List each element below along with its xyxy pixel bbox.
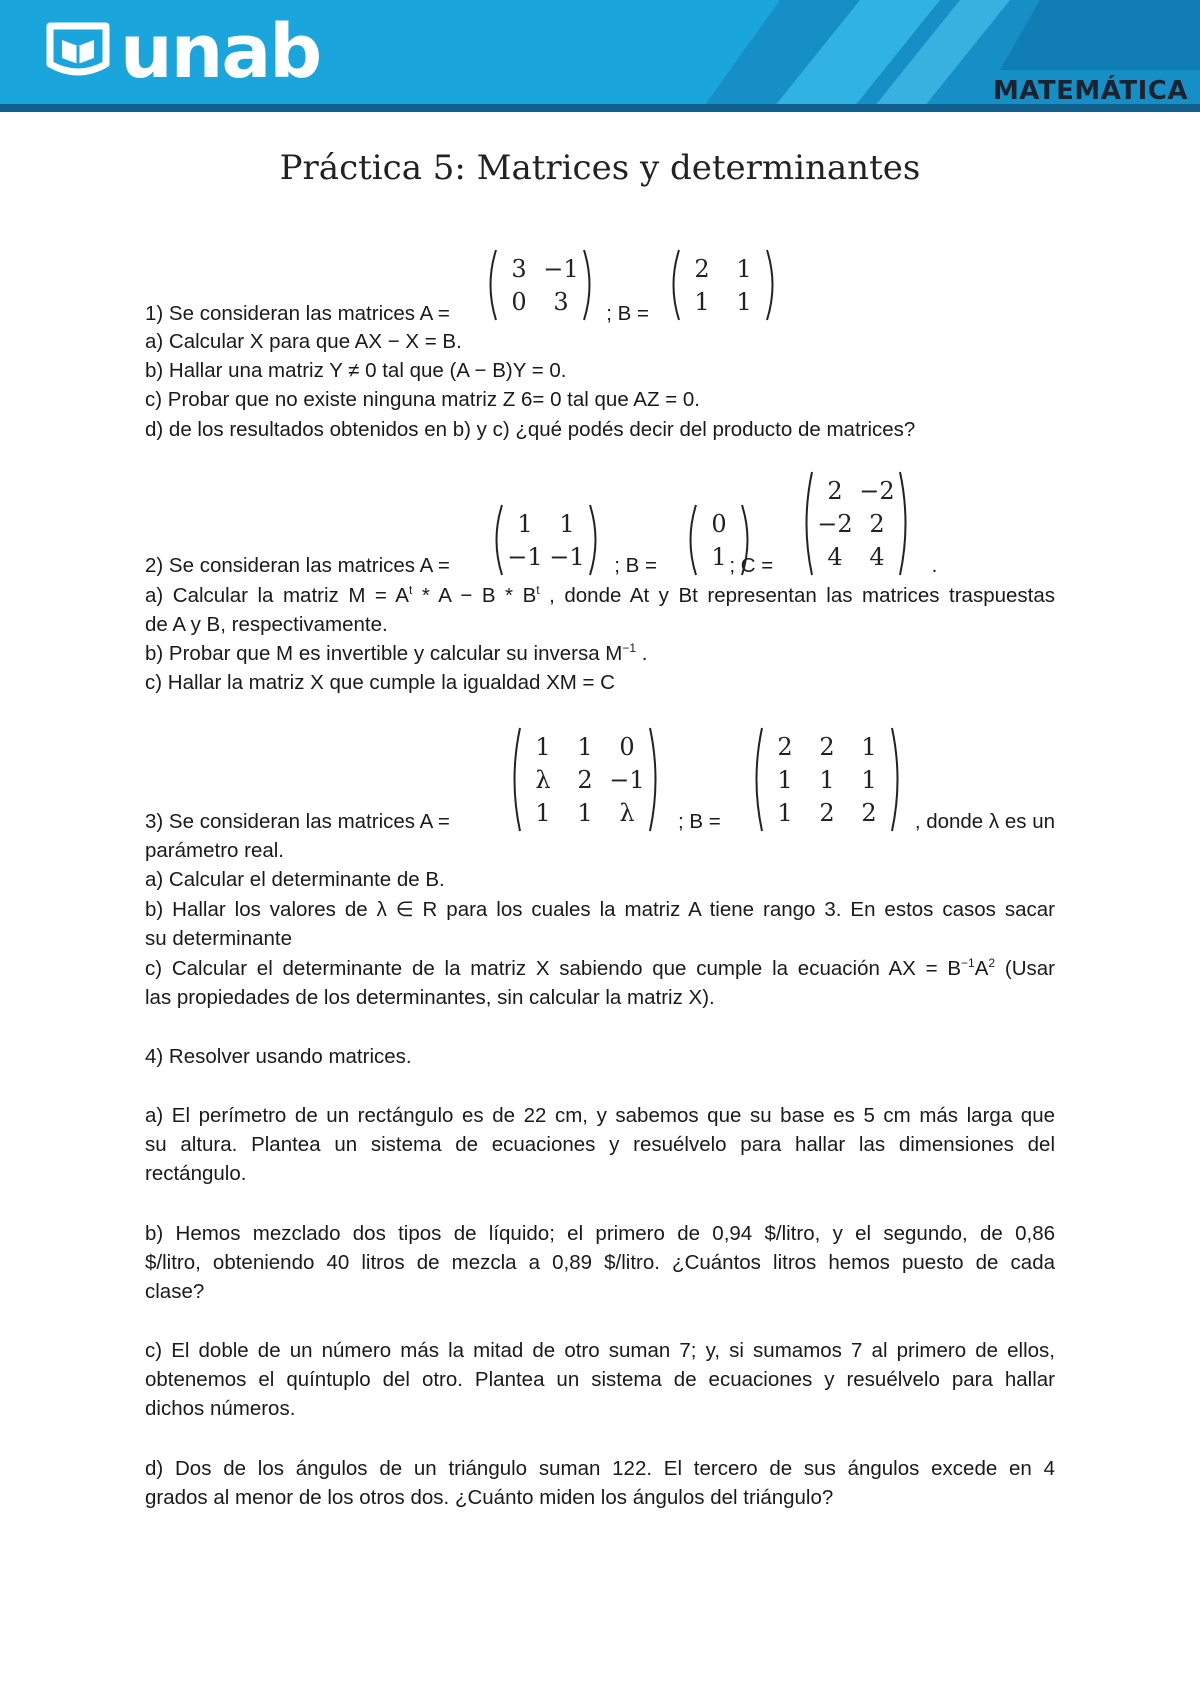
p3-part-a: a) Calcular el determinante de B.	[145, 868, 445, 891]
p4-part-b-line-1: b) Hemos mezclado dos tipos de líquido; el primero de 0,94 $/litro, y el segundo, de 0,86	[145, 1222, 1055, 1245]
p1-intro-text: 1) Se consideran las matrices A =	[145, 302, 450, 325]
matrix-row	[764, 763, 890, 796]
p3-intro-text: 3) Se consideran las matrices A =	[145, 810, 450, 833]
p3-c-inverse-sup: −1	[961, 956, 975, 971]
matrix-cell: 1	[777, 798, 793, 827]
p2-a-text-1: a) Calcular la matriz M = A	[145, 584, 409, 607]
p2-intro-separator-b: ; B =	[614, 554, 657, 577]
matrix-paren-left	[667, 248, 681, 322]
matrix-paren-right	[588, 503, 602, 577]
matrix-row	[681, 252, 765, 285]
matrix-cell: 3	[511, 254, 527, 283]
matrix-paren-left	[800, 470, 814, 577]
p3-intro-tail: , donde λ es un	[914, 810, 1055, 833]
matrix-paren-right	[765, 248, 779, 322]
matrix-p2-c	[800, 470, 912, 577]
p2-intro-end: .	[931, 554, 938, 577]
p3-c-text-3: (Usar	[995, 957, 1055, 980]
matrix-row	[498, 252, 582, 285]
p2-a-text-3: , donde At y Bt representan las matrices traspuestas	[539, 584, 1056, 607]
p2-part-c: c) Hallar la matriz X que cumple la igualdad XM = C	[145, 671, 615, 694]
matrix-cell: −1	[543, 254, 579, 283]
matrix-row	[764, 796, 890, 829]
matrix-row	[522, 730, 648, 763]
matrix-p2-a	[490, 503, 602, 577]
p3-part-c-line-2: las propiedades de los determinantes, sin calcular la matriz X).	[145, 986, 715, 1009]
matrix-cell: 1	[777, 765, 793, 794]
matrix-cell: 2	[777, 732, 793, 761]
p4-part-d-line-1: d) Dos de los ángulos de un triángulo suman 122. El tercero de sus ángulos excede en 4	[145, 1457, 1055, 1480]
logo-wordmark: unab	[120, 9, 321, 95]
matrix-paren-left	[484, 248, 498, 322]
matrix-paren-right	[890, 726, 904, 833]
matrix-paren-left	[490, 503, 504, 577]
matrix-cell: 1	[535, 732, 551, 761]
matrix-row	[764, 730, 890, 763]
p4-part-b-line-3: clase?	[145, 1280, 205, 1303]
matrix-cell: 1	[711, 542, 727, 571]
p1-part-d: d) de los resultados obtenidos en b) y c) ¿qué podés decir del producto de matrices?	[145, 418, 916, 441]
matrix-cell: 2	[819, 798, 835, 827]
matrix-cell: 1	[819, 765, 835, 794]
p3-intro-line-2: parámetro real.	[145, 839, 285, 862]
matrix-cell: 1	[577, 798, 593, 827]
p3-part-b-line-2: su determinante	[145, 927, 293, 950]
matrix-paren-right	[740, 503, 754, 577]
matrix-cell: 2	[827, 476, 843, 505]
matrix-p1-a	[484, 248, 596, 322]
matrix-row	[504, 540, 588, 573]
p3-intro-separator-b: ; B =	[678, 810, 721, 833]
p3-c-text-1: c) Calcular el determinante de la matriz X sabiendo que cumple la ecuación AX = B	[145, 957, 962, 980]
p4-part-c-line-2: obtenemos el quíntuplo del otro. Plantea un sistema de ecuaciones y resuélvelo para hallar	[145, 1368, 1055, 1391]
p1-intro-separator: ; B =	[606, 302, 649, 325]
matrix-cell: 1	[736, 287, 752, 316]
matrix-p1-b	[667, 248, 779, 322]
matrix-paren-left	[750, 726, 764, 833]
matrix-row	[814, 540, 898, 573]
p1-part-b: b) Hallar una matriz Y ≠ 0 tal que (A − B)Y = 0.	[145, 359, 567, 382]
matrix-cell: 1	[559, 509, 575, 538]
p4-part-d-line-2: grados al menor de los otros dos. ¿Cuánto miden los ángulos del triángulo?	[145, 1486, 834, 1509]
p3-c-text-2: A	[974, 957, 989, 980]
p2-part-b	[145, 640, 1055, 668]
problem-1-statement	[145, 300, 1055, 328]
p2-intro-separator-c: ; C =	[729, 554, 774, 577]
matrix-row	[522, 796, 648, 829]
p2-a-transpose-a: t	[409, 583, 413, 598]
matrix-paren-left	[508, 726, 522, 833]
matrix-cell: 0	[711, 509, 727, 538]
p2-b-text: b) Probar que M es invertible y calcular su inversa M	[145, 642, 623, 665]
matrix-cell: 0	[511, 287, 527, 316]
matrix-paren-right	[648, 726, 662, 833]
matrix-paren-right	[582, 248, 596, 322]
matrix-p3-b	[750, 726, 904, 833]
p4-part-c-line-1: c) El doble de un número más la mitad de otro suman 7; y, si sumamos 7 al primero de ellos,	[145, 1339, 1055, 1362]
p3-part-b-line-1: b) Hallar los valores de λ ∈ R para los cuales la matriz A tiene rango 3. En estos casos sacar	[145, 898, 1055, 921]
matrix-cell: λ	[619, 798, 635, 827]
problem-4-statement: 4) Resolver usando matrices.	[145, 1045, 412, 1068]
matrix-cell: 2	[861, 798, 877, 827]
matrix-cell: λ	[535, 765, 551, 794]
p4-part-c-line-3: dichos números.	[145, 1397, 296, 1420]
matrix-cell: 0	[619, 732, 635, 761]
matrix-row	[698, 507, 740, 540]
matrix-cell: −2	[859, 476, 895, 505]
matrix-paren-left	[684, 503, 698, 577]
p4-part-b-line-2: $/litro, obteniendo 40 litros de mezcla a 0,89 $/litro. ¿Cuántos litros hemos puesto de cada	[145, 1251, 1055, 1274]
matrix-paren-right	[898, 470, 912, 577]
matrix-cell: 2	[819, 732, 835, 761]
matrix-cell: 1	[861, 732, 877, 761]
p2-a-transpose-b: t	[536, 583, 540, 598]
p2-intro-text: 2) Se consideran las matrices A =	[145, 554, 450, 577]
matrix-cell: 2	[577, 765, 593, 794]
matrix-cell: 2	[694, 254, 710, 283]
matrix-cell: 1	[694, 287, 710, 316]
matrix-row	[814, 507, 898, 540]
matrix-cell: 3	[553, 287, 569, 316]
matrix-cell: 1	[736, 254, 752, 283]
matrix-cell: −2	[817, 509, 853, 538]
matrix-row	[498, 285, 582, 318]
page-title: Práctica 5: Matrices y determinantes	[279, 148, 921, 188]
matrix-row	[504, 507, 588, 540]
matrix-p2-b	[684, 503, 754, 577]
subject-label: MATEMÁTICA	[992, 76, 1188, 106]
matrix-cell: 1	[577, 732, 593, 761]
matrix-row	[681, 285, 765, 318]
matrix-cell: 4	[827, 542, 843, 571]
matrix-row	[522, 763, 648, 796]
p4-part-a-line-2: su altura. Plantea un sistema de ecuaciones y resuélvelo para hallar las dimensiones del	[145, 1133, 1055, 1156]
matrix-cell: 4	[869, 542, 885, 571]
p3-part-c-line-1	[145, 955, 1055, 983]
matrix-cell: −1	[549, 542, 585, 571]
header-banner	[0, 0, 1200, 112]
p1-part-a: a) Calcular X para que AX − X = B.	[145, 330, 462, 353]
p2-b-inverse-sup: −1	[622, 641, 637, 656]
matrix-row	[814, 474, 898, 507]
logo-icon	[44, 20, 112, 82]
matrix-cell: 1	[861, 765, 877, 794]
p2-part-a-line-2: de A y B, respectivamente.	[145, 613, 388, 636]
matrix-cell: −1	[609, 765, 645, 794]
matrix-cell: 1	[517, 509, 533, 538]
matrix-row	[698, 540, 740, 573]
matrix-cell: −1	[507, 542, 543, 571]
p1-part-c: c) Probar que no existe ninguna matriz Z 6= 0 tal que AZ = 0.	[145, 388, 700, 411]
p2-b-end: .	[636, 642, 648, 665]
p4-part-a-line-3: rectángulo.	[145, 1162, 247, 1185]
matrix-cell: 1	[535, 798, 551, 827]
p3-c-square-sup: 2	[988, 956, 996, 971]
p2-part-a-line-1	[145, 582, 1055, 610]
matrix-p3-a	[508, 726, 662, 833]
p2-a-text-2: * A − B * B	[412, 584, 537, 607]
matrix-cell: 2	[869, 509, 885, 538]
p4-part-a-line-1: a) El perímetro de un rectángulo es de 22 cm, y sabemos que su base es 5 cm más larga que	[145, 1104, 1055, 1127]
